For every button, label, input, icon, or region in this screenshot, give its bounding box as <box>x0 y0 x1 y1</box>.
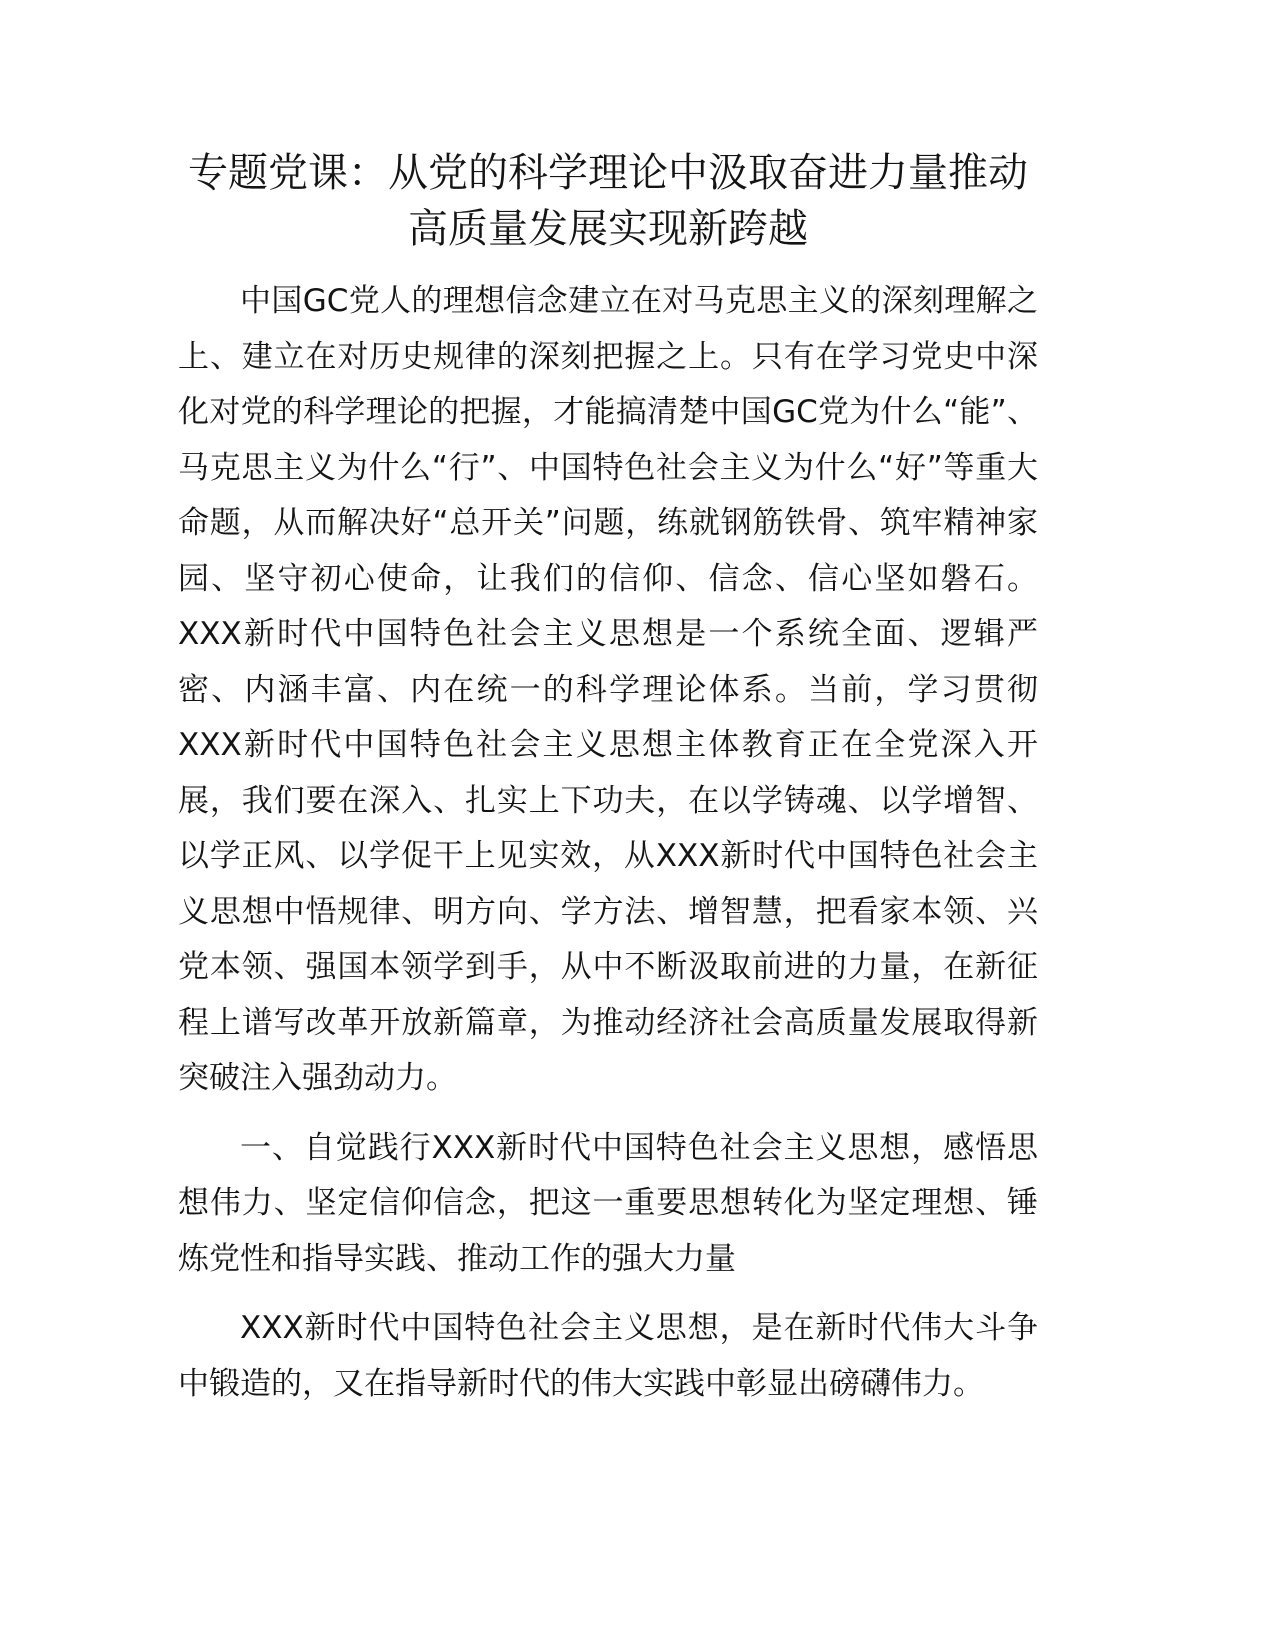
document-title: 专题党课：从党的科学理论中汲取奋进力量推动高质量发展实现新跨越 <box>188 150 1028 252</box>
section-heading-one: 一、自觉践行XXX新时代中国特色社会主义思想，感悟思想伟力、坚定信仰信念，把这一重要思想转化为坚定理想、锤炼党性和指导实践、推动工作的强大力量 <box>178 1129 1038 1277</box>
body-paragraph-intro: 中国GC党人的理想信念建立在对马克思主义的深刻理解之上、建立在对历史规律的深刻把握之上。只有在学习党史中深化对党的科学理论的把握，才能搞清楚中国GC党为什么“能”、马克思主义为什么“行”、中国特色社会主义为什么“好”等重大命题，从而解决好“总开关”问题，练就钢筋铁骨、筑牢精神家园、坚守初心使命，让我们的信仰、信念、信心坚如磐石。XXX新时代中国特色社会主义思想是一个系统全面、逻辑严密、内涵丰富、内在统一的科学理论体系。当前，学习贯彻XXX新时代中国特色社会主义思想主体教育正在全党深入开展，我们要在深入、扎实上下功夫，在以学铸魂、以学增智、以学正风、以学促干上见实效，从XXX新时代中国特色社会主义思想中悟规律、明方向、学方法、增智慧，把看家本领、兴党本领、强国本领学到手，从中不断汲取前进的力量，在新征程上谱写改革开放新篇章，为推动经济社会高质量发展取得新突破注入强劲动力。 <box>178 283 1038 1096</box>
document-page <box>178 145 1038 1412</box>
body-paragraph-section-one: XXX新时代中国特色社会主义思想，是在新时代伟大斗争中锻造的，又在指导新时代的伟大实践中彰显出磅礴伟力。 <box>178 1310 1038 1402</box>
